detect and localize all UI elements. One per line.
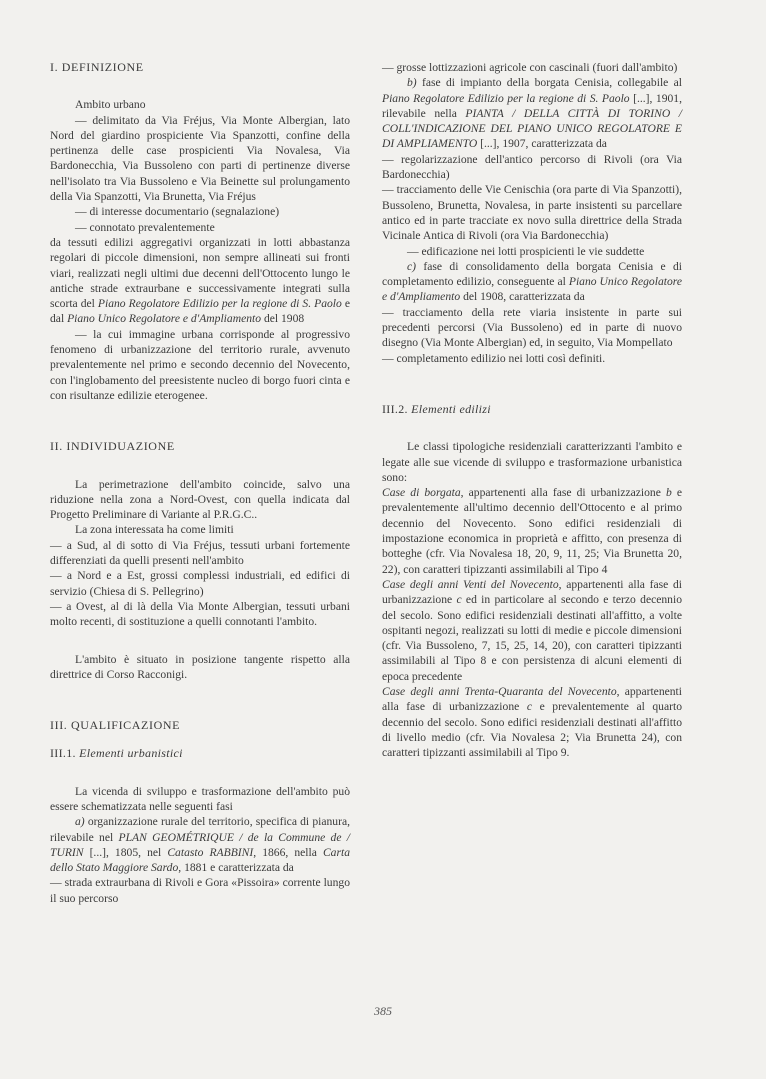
list-item: — grosse lottizzazioni agricole con cascinali (fuori dall'ambito) xyxy=(382,61,678,74)
italic-title: Piano Unico Regolatore e d'Ampliamento xyxy=(382,275,682,304)
right-column xyxy=(382,60,682,760)
paragraph: La vicenda di sviluppo e trasformazione dell'ambito può essere schematizzata nelle seguenti fasi xyxy=(50,784,350,813)
list-item: — edificazione nei lotti prospicienti le vie suddette xyxy=(407,244,645,258)
italic-title: Carta dello Stato Maggiore Sardo xyxy=(50,845,350,875)
page-number: 385 xyxy=(374,1004,392,1018)
list-item: — delimitato da Via Fréjus, Via Monte Albergian, lato Nord del giardino prospiciente Via Spanzotti, confine della pertinenza delle case prospicienti Via Novalesa, Via Bardonecchia, Via Bussoleno con parti di pertinenze diverse nell'isolato tra Via Bussoleno e Via Beinette sul prolungamento della Via Spanzotti, Via Brunetta, Via Fréjus xyxy=(50,113,350,204)
italic-title: PLAN GEOMÉTRIQUE / de la Commune de / TURIN xyxy=(50,830,351,859)
list-item: — tracciamento delle Vie Cenischia (ora parte di Via Spanzotti), Bussoleno, Brunetta, Novalesa, in parte insistenti su parcellare antico ed in parte tracciate ex novo sulla direttrice della Strada Vicinale Antica di Rivoli (ora Via Bardonecchia) xyxy=(382,183,682,243)
paragraph: Case degli anni Venti del Novecento, appartenenti alla fase di urbanizzazione c ed in particolare al secondo e terzo decennio del secolo. Sono edifici residenziali destinati all'affitto, a volte ospitanti negozi, realizzati su lotti di medie e piccole dimensioni (cfr. Via Bussoleno, 7, 15, 25, 14, 20), con caratteri tipizzanti assimilabili al Tipo 8 e con persistenza di alcuni elementi di epoca precedente xyxy=(382,577,682,683)
list-item: — connotato prevalentemente xyxy=(75,220,215,234)
italic-title: PIANTA / DELLA CITTÀ DI TORINO / COLL'INDICAZIONE DEL PIANO UNICO REGOLATORE E DI AMPLIAMENTO xyxy=(382,106,682,151)
paragraph: La zona interessata ha come limiti xyxy=(75,523,234,537)
section-heading-qualificazione: III. QUALIFICAZIONE xyxy=(50,718,181,733)
type-title: Case degli anni Venti del Novecento xyxy=(382,577,559,591)
paragraph: Case degli anni Trenta-Quaranta del Novecento, appartenenti alla fase di urbanizzazione c e prevalentemente al quarto decennio del secolo. Sono edifici residenziali destinati all'affitto di livello medio (cfr. Via Novalesa 2; Via Brunetta 24), con caratteri tipizzanti assimilabili al Tipo 9. xyxy=(382,684,683,760)
list-item: — regolarizzazione dell'antico percorso di Rivoli (ora Via Bardonecchia) xyxy=(382,152,682,182)
list-item: — a Sud, al di sotto di Via Fréjus, tessuti urbani fortemente differenziati da quelli presenti nell'ambito xyxy=(50,538,350,568)
italic-title: Piano Regolatore Edilizio per la regione di S. Paolo xyxy=(382,91,630,105)
paragraph: b) fase di impianto della borgata Cenisia, collegabile al Piano Regolatore Edilizio per la regione di S. Paolo [...], 1901, rilevabile nella PIANTA / DELLA CITTÀ DI TORINO / COLL'INDICAZIONE DEL PIANO UNICO REGOLATORE E DI AMPLIAMENTO [...], 1907, caratterizzata da xyxy=(382,76,682,151)
italic-title: Catasto RABBINI xyxy=(167,845,254,859)
paragraph: L'ambito è situato in posizione tangente rispetto alla direttrice di Corso Racconigi. xyxy=(50,652,350,681)
paragraph: a) organizzazione rurale del territorio, specifica di pianura, rilevabile nel PLAN GEOMÉTRIQUE / de la Commune de / TURIN [...], 1805, nel Catasto RABBINI, 1866, nella Carta dello Stato Maggiore Sardo, 1881 e caratterizzata da xyxy=(50,815,351,875)
paragraph: c) fase di consolidamento della borgata Cenisia e di completamento edilizio, conseguente al Piano Unico Regolatore e d'Ampliamento del 1908, caratterizzata da xyxy=(382,259,682,304)
paragraph: Le classi tipologiche residenziali caratterizzanti l'ambito e legate alle sue vicende di sviluppo e trasformazione urbanistica sono: xyxy=(382,440,682,484)
section-heading-definizione: I. DEFINIZIONE xyxy=(50,60,144,74)
type-title: Case degli anni Trenta-Quaranta del Novecento xyxy=(382,684,617,698)
paragraph: La perimetrazione dell'ambito coincide, salvo una riduzione nella zona a Nord-Ovest, con quella indicata dal Progetto Preliminare di Variante al P.R.G.C.. xyxy=(50,477,350,522)
italic-title: Piano Regolatore Edilizio per la regione di S. Paolo xyxy=(97,297,342,311)
list-item: — completamento edilizio nei lotti così definiti. xyxy=(382,351,606,365)
subsection-heading: III.2. Elementi edilizi xyxy=(382,401,491,416)
list-item: — strada extraurbana di Rivoli e Gora «Pissoira» corrente lungo il suo percorso xyxy=(50,876,350,905)
paragraph: Ambito urbano xyxy=(75,98,146,112)
left-column xyxy=(50,60,350,906)
type-title: Case di borgata xyxy=(382,486,461,500)
list-item: — di interesse documentario (segnalazione) xyxy=(75,205,280,219)
list-item: — a Ovest, al di là della Via Monte Albergian, tessuti urbani molto recenti, di sostituzione a quelli connotanti l'ambito. xyxy=(50,599,350,629)
list-item: — la cui immagine urbana corrisponde al progressivo fenomeno di urbanizzazione del territorio rurale, avvenuto prevalentemente nel primo e secondo decennio del Novecento, con l'inglobamento del preesistente nucleo di borgo fuori cinta e con risultanze edilizie eterogenee. xyxy=(50,327,350,402)
section-heading-individuazione: II. INDIVIDUAZIONE xyxy=(50,439,175,454)
paragraph: Case di borgata, appartenenti alla fase di urbanizzazione b e prevalentemente all'ultimo decennio dell'Ottocento e al primo decennio del Novecento. Sono edifici residenziali di impostazione economica in proprietà e affitto, con presenza di botteghe (cfr. Via Novalesa 18, 20, 9, 11, 25; Via Brunetta 20, 22), con caratteri tipizzanti assimilabili al Tipo 4 xyxy=(382,486,683,576)
subsection-heading: III.1. Elementi urbanistici xyxy=(50,746,183,761)
list-item: — tracciamento della rete viaria insistente in parte sui precedenti percorsi (Via Bussoleno) ed in parte di nuovo disegno (Via Monte Albergian) ed, in seguito, Via Mompellato xyxy=(382,305,682,350)
paragraph: da tessuti edilizi aggregativi organizzati in lotti abbastanza regolari di piccole dimensioni, non sempre allineati sui fronti viari, realizzati negli ultimi due decenni dell'Ottocento lungo le antiche strade extraurbane e successivamente integrati sulla scorta del Piano Regolatore Edilizio per la regione di S. Paolo e dal Piano Unico Regolatore e d'Ampliamento del 1908 xyxy=(50,235,350,326)
italic-title: Piano Unico Regolatore e d'Ampliamento xyxy=(67,312,262,326)
list-item: — a Nord e a Est, grossi complessi industriali, ed edifici di servizio (Chiesa di S. Pellegrino) xyxy=(50,569,350,598)
